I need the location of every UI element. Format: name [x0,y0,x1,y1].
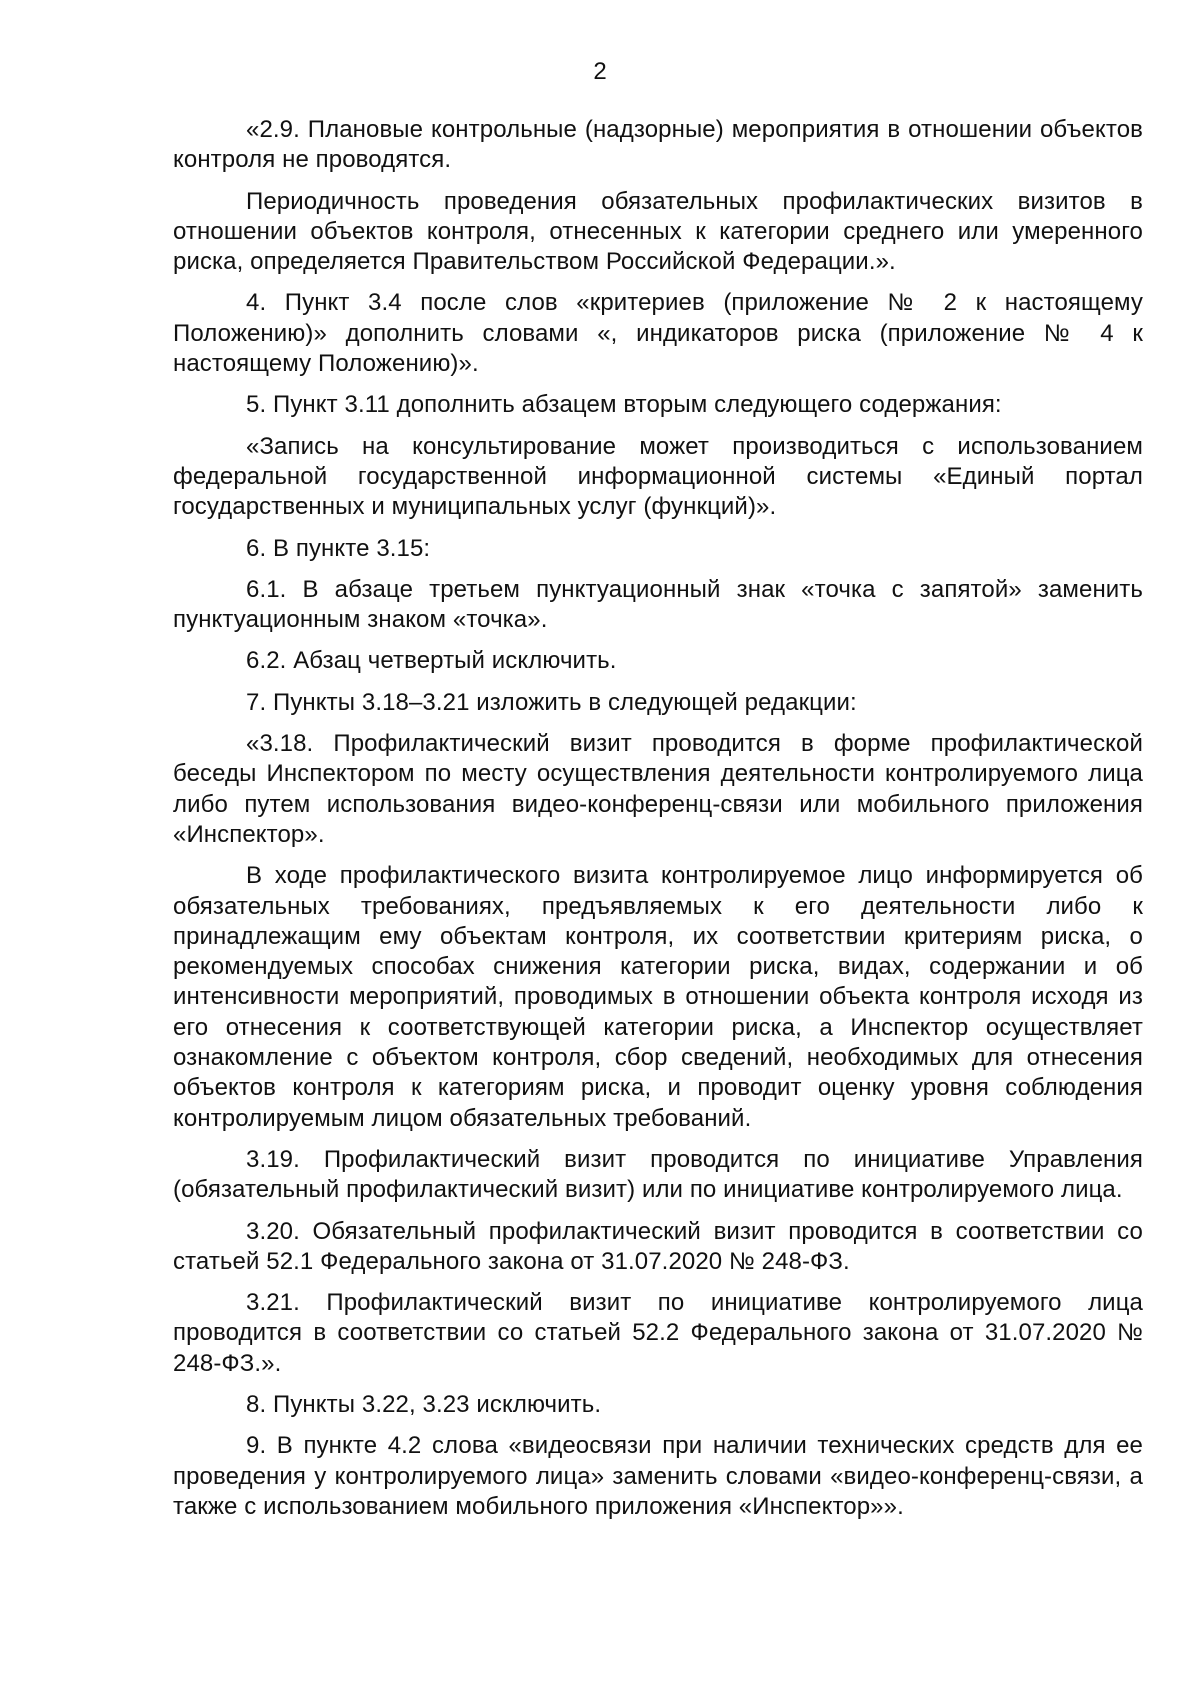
paragraph-item-6: 6. В пункте 3.15: [246,534,431,562]
paragraph-item-7: 7. Пункты 3.18–3.21 изложить в следующей редакции: [246,688,857,716]
paragraph-2-9: «2.9. Плановые контрольные (надзорные) мероприятия в отношении объектов контроля не проводятся. [173,116,1143,174]
paragraph-item-5: 5. Пункт 3.11 дополнить абзацем вторым следующего содержания: [246,391,1002,419]
paragraph-consultation: «Запись на консультирование может производиться с использованием федеральной государственной информационной системы «Единый портал государственных и муниципальных услуг (функций)». [173,432,1143,521]
paragraph-item-8: 8. Пункты 3.22, 3.23 исключить. [246,1390,602,1418]
paragraph-3-21: 3.21. Профилактический визит по инициативе контролируемого лица проводится в соответствии со статьей 52.2 Федерального закона от 31.07.2020 № 248-ФЗ.». [173,1289,1143,1377]
paragraph-item-6-2: 6.2. Абзац четвертый исключить. [246,647,617,675]
document-body [173,115,1143,1533]
page-number: 2 [593,58,607,85]
paragraph-3-19: 3.19. Профилактический визит проводится по инициативе Управления (обязательный профилактический визит) или по инициативе контролируемого лица. [173,1145,1143,1204]
paragraph-item-9: 9. В пункте 4.2 слова «видеосвязи при наличии технических средств для ее проведения у контролируемого лица» заменить словами «видео-конференц-связи, а также с использованием мобильного приложения «Инспектор»». [173,1432,1143,1520]
paragraph-visit-details: В ходе профилактического визита контролируемое лицо информируется об обязательных требованиях, предъявляемых к его деятельности либо к принадлежащим ему объектам контроля, их соответствии критериям риска, о рекомендуемых способах снижения категории риска, видах, содержании и об интенсивности мероприятий, проводимых в отношении объекта контроля исходя из его отнесения к соответствующей категории риска, а Инспектор осуществляет ознакомление с объектом контроля, сбор сведений, необходимых для отнесения объектов контроля к категориям риска, и проводит оценку уровня соблюдения контролируемым лицом обязательных требований. [173,862,1143,1132]
paragraph-3-18: «3.18. Профилактический визит проводится в форме профилактической беседы Инспектором по месту осуществления деятельности контролируемого лица либо путем использования видео-конференц-связи или мобильного приложения «Инспектор». [173,730,1143,848]
paragraph-item-4: 4. Пункт 3.4 после слов «критериев (приложение № 2 к настоящему Положению)» дополнить словами «, индикаторов риска (приложение № 4 к настоящему Положению)». [173,289,1143,378]
paragraph-item-6-1: 6.1. В абзаце третьем пунктуационный знак «точка с запятой» заменить пунктуационным знаком «точка». [173,575,1143,634]
paragraph-3-20: 3.20. Обязательный профилактический визит проводится в соответствии со статьей 52.1 Федерального закона от 31.07.2020 № 248-ФЗ. [173,1217,1143,1275]
paragraph-periodicity: Периодичность проведения обязательных профилактических визитов в отношении объектов контроля, отнесенных к категории среднего или умеренного риска, определяется Правительством Российской Федерации.». [173,187,1143,276]
